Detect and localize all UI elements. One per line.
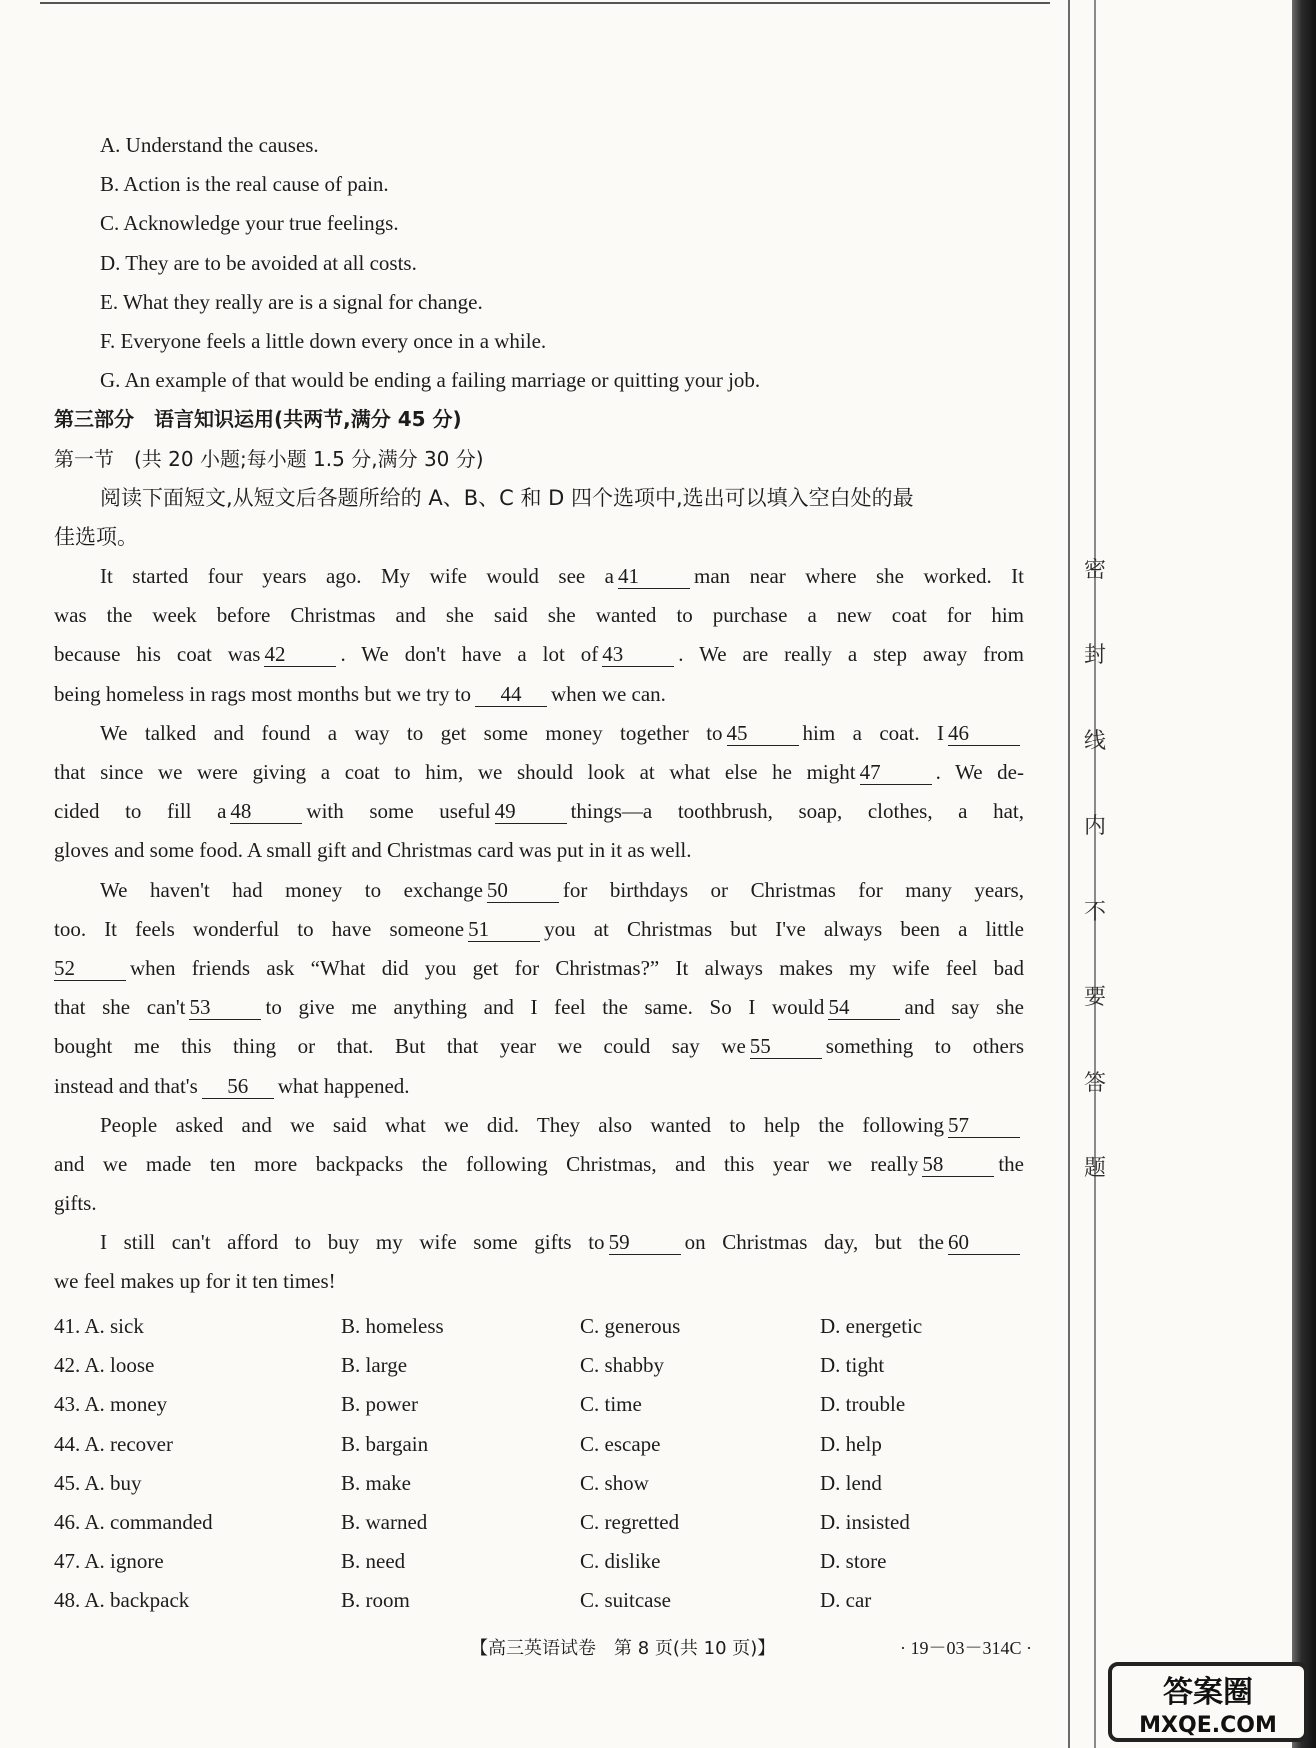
option-item: C. Acknowledge your true feelings. <box>100 211 399 236</box>
option-item: E. What they really are is a signal for change. <box>100 289 483 314</box>
passage-text: that since we were giving a coat to him, we should look at what else he might <box>54 760 856 784</box>
choice-a: 43. A. money <box>54 1392 168 1417</box>
choice-c: C. generous <box>580 1314 681 1338</box>
passage-text: to give me anything and I feel the same. So I would <box>265 995 825 1020</box>
passage-text: that she can't <box>54 995 186 1020</box>
choice-d: D. energetic <box>820 1314 923 1338</box>
passage-text: something to others <box>825 1034 1024 1059</box>
passage-line: gloves and some food. A small gift and Christmas card was put in it as well. <box>54 838 692 863</box>
watermark-url: MXQE.COM <box>1139 1713 1277 1738</box>
seal-char: 密 <box>1083 558 1106 583</box>
choice-b: B. large <box>341 1353 408 1378</box>
passage-text: We talked and found a way to get some money together to <box>100 720 723 745</box>
passage-text: . We don't have a lot of <box>340 642 599 667</box>
watermark-logo <box>1108 1662 1308 1742</box>
choice-row <box>54 1307 1024 1346</box>
blank-46: 46 <box>948 721 1020 746</box>
choice-b: B. power <box>341 1392 418 1417</box>
main-content <box>54 126 1024 1302</box>
passage-text: with some useful <box>306 799 491 824</box>
passage-text: man near where she worked. It <box>694 564 1024 589</box>
passage-line: gifts. <box>54 1191 97 1216</box>
passage-line: was the week before Christmas and she said she wanted to purchase a new coat for him <box>54 603 1024 628</box>
passage-text: and say she <box>904 995 1024 1020</box>
passage-text: It started four years ago. My wife would see a <box>100 564 615 589</box>
passage-text: on Christmas day, but the <box>684 1230 944 1255</box>
passage-text: People asked and we said what we did. They also wanted to help the following <box>100 1112 944 1137</box>
passage-line <box>54 557 1024 596</box>
choice-b: B. warned <box>341 1509 428 1534</box>
passage-text: for birthdays or Christmas for many years, <box>562 877 1024 902</box>
choice-a: 47. A. ignore <box>54 1549 164 1574</box>
passage-text: you at Christmas but I've always been a little <box>544 916 1024 941</box>
choice-a: 41. A. sick <box>54 1314 144 1338</box>
section-heading: 第一节 (共 20 小题;每小题 1.5 分,满分 30 分) <box>54 446 484 471</box>
instruction-line: 佳选项。 <box>54 524 138 549</box>
choice-row <box>54 1425 1024 1464</box>
passage-text: the <box>998 1151 1024 1176</box>
watermark-title: 答案圈 <box>1163 1675 1253 1710</box>
passage-text: . We are really a step away from <box>678 642 1025 667</box>
passage-line <box>54 988 1024 1027</box>
choice-a: 48. A. backpack <box>54 1588 190 1613</box>
option-item: F. Everyone feels a little down every once in a while. <box>100 328 547 353</box>
choice-row <box>54 1542 1024 1581</box>
choice-c: C. dislike <box>580 1549 661 1574</box>
choice-b: B. homeless <box>341 1314 444 1338</box>
passage-line <box>54 1145 1024 1184</box>
blank-44: 44 <box>475 682 547 707</box>
choice-b: B. need <box>341 1549 406 1574</box>
passage-line: we feel makes up for it ten times! <box>54 1269 336 1294</box>
blank-56: 56 <box>202 1074 274 1099</box>
blank-59: 59 <box>609 1230 681 1255</box>
passage-text: being homeless in rags most months but we try to <box>54 681 472 706</box>
passage-text: what happened. <box>277 1073 410 1098</box>
passage-text: . We de- <box>935 760 1024 784</box>
passage-line <box>54 792 1024 831</box>
blank-42: 42 <box>264 642 336 667</box>
passage-text: I still can't afford to buy my wife some gifts to <box>100 1230 605 1255</box>
blank-54: 54 <box>828 995 900 1020</box>
passage-text: because his coat was <box>54 642 261 667</box>
passage-text: bought me this thing or that. But that year we could say we <box>54 1034 746 1059</box>
instruction-line: 阅读下面短文,从短文后各题所给的 A、B、C 和 D 四个选项中,选出可以填入空白处的最 <box>100 485 914 510</box>
blank-60: 60 <box>948 1230 1020 1255</box>
choice-a: 42. A. loose <box>54 1353 155 1378</box>
passage-line <box>54 1223 1024 1262</box>
exam-code: · 19－03－314C · <box>900 1638 1032 1658</box>
blank-49: 49 <box>495 799 567 824</box>
choice-row <box>54 1581 1024 1620</box>
passage-text: and we made ten more backpacks the following Christmas, and this year we really <box>54 1151 919 1176</box>
choice-b: B. bargain <box>341 1431 429 1456</box>
passage-line <box>54 910 1024 949</box>
choice-c: C. suitcase <box>580 1588 671 1613</box>
seal-char: 题 <box>1083 1155 1106 1181</box>
seal-char: 答 <box>1083 1070 1106 1096</box>
blank-57: 57 <box>948 1113 1020 1138</box>
blank-51: 51 <box>468 917 540 942</box>
choice-a: 44. A. recover <box>54 1431 173 1456</box>
passage-text: when we can. <box>551 681 666 706</box>
passage-text: when friends ask “What did you get for Christmas?” It always makes my wife feel bad <box>130 955 1024 980</box>
page-footer <box>0 1634 1060 1664</box>
choice-b: B. room <box>341 1588 410 1613</box>
blank-58: 58 <box>922 1152 994 1177</box>
passage-line <box>54 753 1024 792</box>
seal-char: 要 <box>1083 985 1106 1011</box>
choice-a: 46. A. commanded <box>54 1509 213 1534</box>
choice-a: 45. A. buy <box>54 1470 142 1495</box>
choice-d: D. trouble <box>820 1392 906 1417</box>
blank-47: 47 <box>860 760 932 785</box>
passage-text: cided to fill a <box>54 799 227 824</box>
choice-c: C. show <box>580 1470 649 1495</box>
choice-row <box>54 1346 1024 1385</box>
choice-d: D. lend <box>820 1470 882 1495</box>
choice-d: D. insisted <box>820 1509 910 1534</box>
scan-edge <box>1292 0 1316 1748</box>
seal-char: 线 <box>1083 728 1106 754</box>
passage-line <box>54 871 1024 910</box>
top-rule <box>40 2 1050 4</box>
choice-row <box>54 1464 1024 1503</box>
passage-line <box>54 1106 1024 1145</box>
choice-d: D. store <box>820 1549 887 1574</box>
choice-c: C. escape <box>580 1431 661 1456</box>
option-item: A. Understand the causes. <box>100 133 319 157</box>
choice-c: C. shabby <box>580 1353 664 1378</box>
passage-text: too. It feels wonderful to have someone <box>54 916 465 941</box>
passage-text: him a coat. I <box>802 720 944 745</box>
blank-45: 45 <box>727 721 799 746</box>
passage-line <box>54 1027 1024 1066</box>
choice-row <box>54 1503 1024 1542</box>
page-number-label: 【高三英语试卷 第 8 页(共 10 页)】 <box>470 1638 776 1659</box>
choice-row <box>54 1385 1024 1424</box>
passage-line <box>54 675 1024 714</box>
blank-55: 55 <box>750 1034 822 1059</box>
passage-line <box>54 949 1024 988</box>
blank-50: 50 <box>487 878 559 903</box>
option-item: G. An example of that would be ending a failing marriage or quitting your job. <box>100 368 761 393</box>
passage-line <box>54 1067 1024 1106</box>
seal-line-notice <box>1070 560 1120 1180</box>
choice-c: C. time <box>580 1392 642 1417</box>
blank-48: 48 <box>230 799 302 824</box>
passage-text: things—a toothbrush, soap, clothes, a hat, <box>570 799 1024 824</box>
choice-b: B. make <box>341 1470 411 1495</box>
passage-text: instead and that's <box>54 1073 198 1098</box>
choice-d: D. car <box>820 1588 872 1613</box>
blank-43: 43 <box>602 642 674 667</box>
option-item: B. Action is the real cause of pain. <box>100 172 389 197</box>
passage-line <box>54 714 1024 753</box>
blank-52: 52 <box>54 956 126 981</box>
blank-41: 41 <box>618 564 690 589</box>
seal-char: 封 <box>1083 643 1106 669</box>
choice-c: C. regretted <box>580 1509 680 1534</box>
option-item: D. They are to be avoided at all costs. <box>100 250 417 275</box>
choice-d: D. tight <box>820 1353 885 1378</box>
answer-choices <box>54 1307 1024 1621</box>
choice-d: D. help <box>820 1431 882 1456</box>
blank-53: 53 <box>189 995 261 1020</box>
part-heading: 第三部分 语言知识运用(共两节,满分 45 分) <box>54 407 462 432</box>
passage-line <box>54 635 1024 674</box>
passage-text: We haven't had money to exchange <box>100 877 483 902</box>
seal-char: 内 <box>1083 814 1106 840</box>
seal-char: 不 <box>1083 899 1106 925</box>
